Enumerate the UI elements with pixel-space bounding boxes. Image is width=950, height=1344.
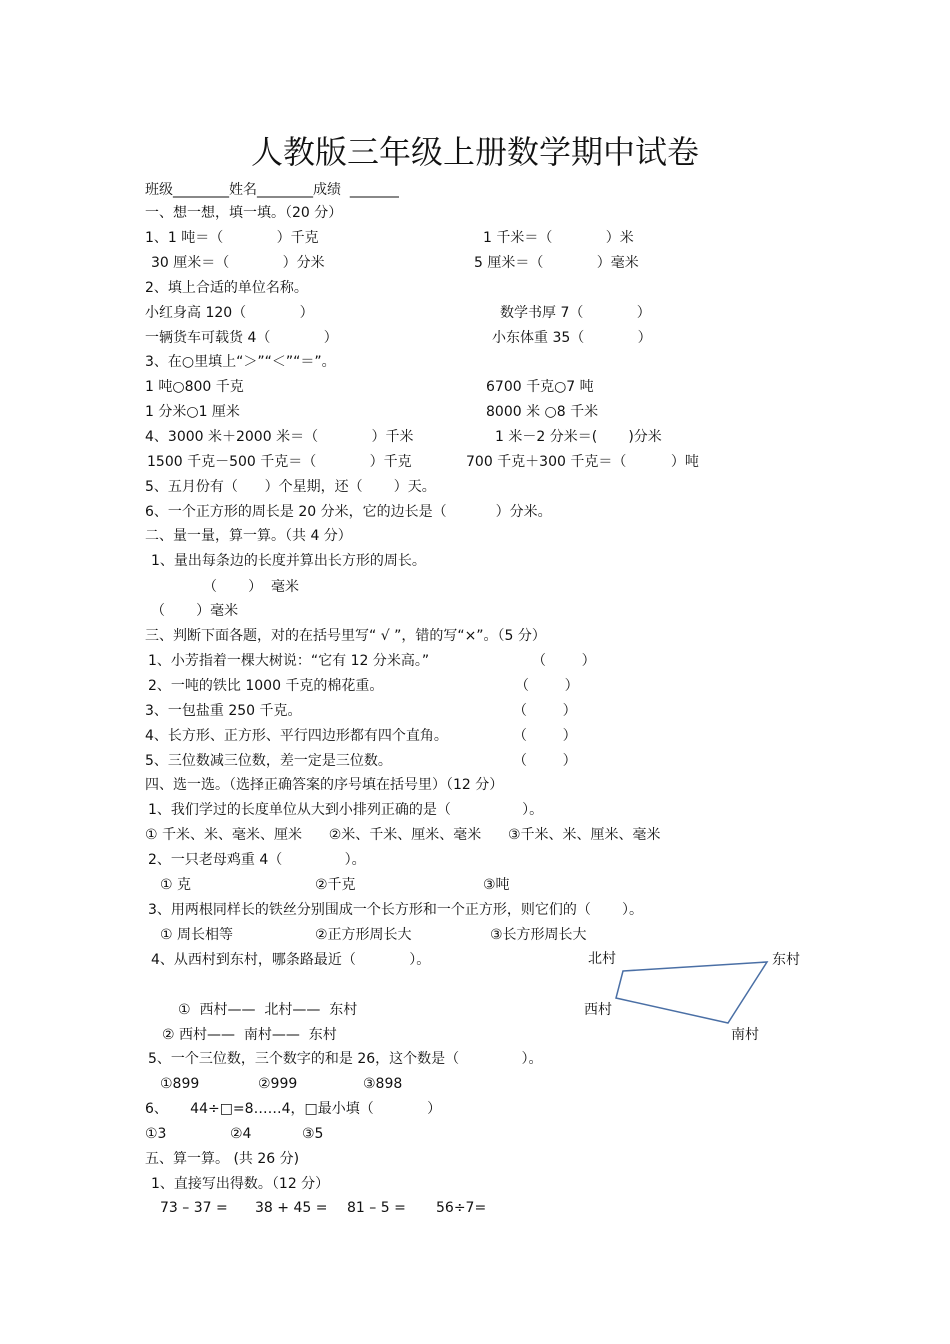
s1-q4c: 1500 千克－500 千克＝（ ）千克: [147, 454, 412, 470]
s5-expr-4: 56÷7=: [436, 1200, 487, 1216]
s4-q2: 2、一只老母鸡重 4（ ）。: [148, 852, 366, 868]
section-3-heading: 三、判断下面各题，对的在括号里写“ √ ”，错的写“×”。（5 分）: [145, 628, 546, 644]
s4-q2-option-1: ① 克: [160, 877, 192, 893]
section-2-heading: 二、量一量，算一算。（共 4 分）: [145, 528, 352, 544]
s2-answer-2: （ ）毫米: [151, 603, 239, 619]
map-label-south: 南村: [731, 1027, 759, 1043]
s4-q6-option-2: ②4: [230, 1126, 252, 1142]
s5-q1: 1、直接写出得数。（12 分）: [151, 1176, 330, 1192]
s5-expr-1: 73 – 37 =: [160, 1200, 228, 1216]
s5-expr-2: 38 + 45 =: [255, 1200, 328, 1216]
s3-q1-paren: （ ）: [532, 653, 596, 669]
s1-q3c: 1 分米○1 厘米: [145, 404, 240, 420]
s4-q3: 3、用两根同样长的铁丝分别围成一个长方形和一个正方形，则它们的（ ）。: [148, 902, 644, 918]
s4-q4-option-2: ② 西村—— 南村—— 东村: [162, 1027, 337, 1043]
s3-q2: 2、一吨的铁比 1000 千克的棉花重。: [148, 678, 384, 694]
s4-q2-option-2: ②千克: [315, 877, 356, 893]
map-label-north: 北村: [588, 951, 616, 967]
route-outline: [616, 962, 767, 1023]
s4-q3-option-2: ②正方形周长大: [315, 927, 412, 943]
s4-q5-option-2: ②999: [258, 1076, 298, 1092]
s4-q1-options: ① 千米、米、毫米、厘米 ②米、千米、厘米、毫米 ③千米、米、厘米、毫米: [145, 827, 661, 843]
s1-q2a: 小红身高 120（ ）: [145, 305, 314, 321]
s4-q4-option-1: ① 西村—— 北村—— 东村: [178, 1002, 358, 1018]
s3-q5-paren: （ ）: [513, 753, 577, 769]
s3-q1: 1、小芳指着一棵大树说：“它有 12 分米高。”: [148, 653, 430, 669]
s1-q2: 2、填上合适的单位名称。: [145, 280, 308, 296]
map-label-east: 东村: [772, 952, 800, 968]
s4-q3-option-3: ③长方形周长大: [490, 927, 587, 943]
s1-q5: 5、五月份有（ ）个星期，还（ ）天。: [145, 479, 436, 495]
s2-answer-1: （ ） 毫米: [203, 579, 300, 595]
s4-q5-option-3: ③898: [363, 1076, 403, 1092]
s4-q6-option-1: ①3: [145, 1126, 167, 1142]
s4-q3-option-1: ① 周长相等: [160, 927, 234, 943]
s1-q6: 6、一个正方形的周长是 20 分米，它的边长是（ ）分米。: [145, 504, 552, 520]
s1-q3b: 6700 千克○7 吨: [486, 379, 594, 395]
s4-q5-option-1: ①899: [160, 1076, 200, 1092]
s1-q2b: 数学书厚 7（ ）: [500, 305, 651, 321]
s1-q1b: 1 千米＝（ ）米: [483, 230, 634, 246]
student-info-line: 班级________姓名________成绩 _______: [145, 182, 399, 198]
s1-q4d: 700 千克＋300 千克＝（ ）吨: [466, 454, 699, 470]
map-label-west: 西村: [584, 1002, 612, 1018]
s1-q1c: 30 厘米＝（ ）分米: [151, 255, 325, 271]
s1-q1d: 5 厘米＝（ ）毫米: [474, 255, 639, 271]
s5-expr-3: 81 – 5 =: [347, 1200, 406, 1216]
section-5-heading: 五、算一算。 (共 26 分): [145, 1151, 300, 1167]
s3-q3-paren: （ ）: [513, 703, 577, 719]
s1-q3a: 1 吨○800 千克: [145, 379, 244, 395]
section-1-heading: 一、想一想，填一填。（20 分）: [145, 205, 343, 221]
section-4-heading: 四、选一选。（选择正确答案的序号填在括号里）（12 分）: [145, 777, 504, 793]
s3-q4: 4、长方形、正方形、平行四边形都有四个直角。: [145, 728, 448, 744]
s2-q1: 1、量出每条边的长度并算出长方形的周长。: [151, 553, 426, 569]
page-title: 人教版三年级上册数学期中试卷: [250, 133, 699, 171]
s1-q3: 3、在○里填上“＞”“＜”“＝”。: [145, 354, 336, 370]
s4-q6: 6、 44÷□=8……4，□最小填（ ）: [145, 1101, 442, 1117]
s1-q1a: 1、1 吨＝（ ）千克: [145, 230, 319, 246]
s1-q4b: 1 米－2 分米＝( )分米: [495, 429, 662, 445]
s1-q3d: 8000 米 ○8 千米: [486, 404, 599, 420]
s3-q2-paren: （ ）: [515, 678, 579, 694]
s4-q6-option-3: ③5: [302, 1126, 324, 1142]
s1-q2c: 一辆货车可载货 4（ ）: [145, 330, 338, 346]
s3-q4-paren: （ ）: [513, 728, 577, 744]
s4-q1: 1、我们学过的长度单位从大到小排列正确的是（ ）。: [148, 802, 544, 818]
s3-q5: 5、三位数减三位数，差一定是三位数。: [145, 753, 392, 769]
s1-q4a: 4、3000 米＋2000 米＝（ ）千米: [145, 429, 414, 445]
s4-q2-option-3: ③吨: [483, 877, 510, 893]
s1-q2d: 小东体重 35（ ）: [492, 330, 652, 346]
s3-q3: 3、一包盐重 250 千克。: [145, 703, 302, 719]
s4-q5: 5、一个三位数，三个数字的和是 26，这个数是（ ）。: [148, 1051, 543, 1067]
s4-q4: 4、从西村到东村，哪条路最近（ ）。: [151, 952, 431, 968]
